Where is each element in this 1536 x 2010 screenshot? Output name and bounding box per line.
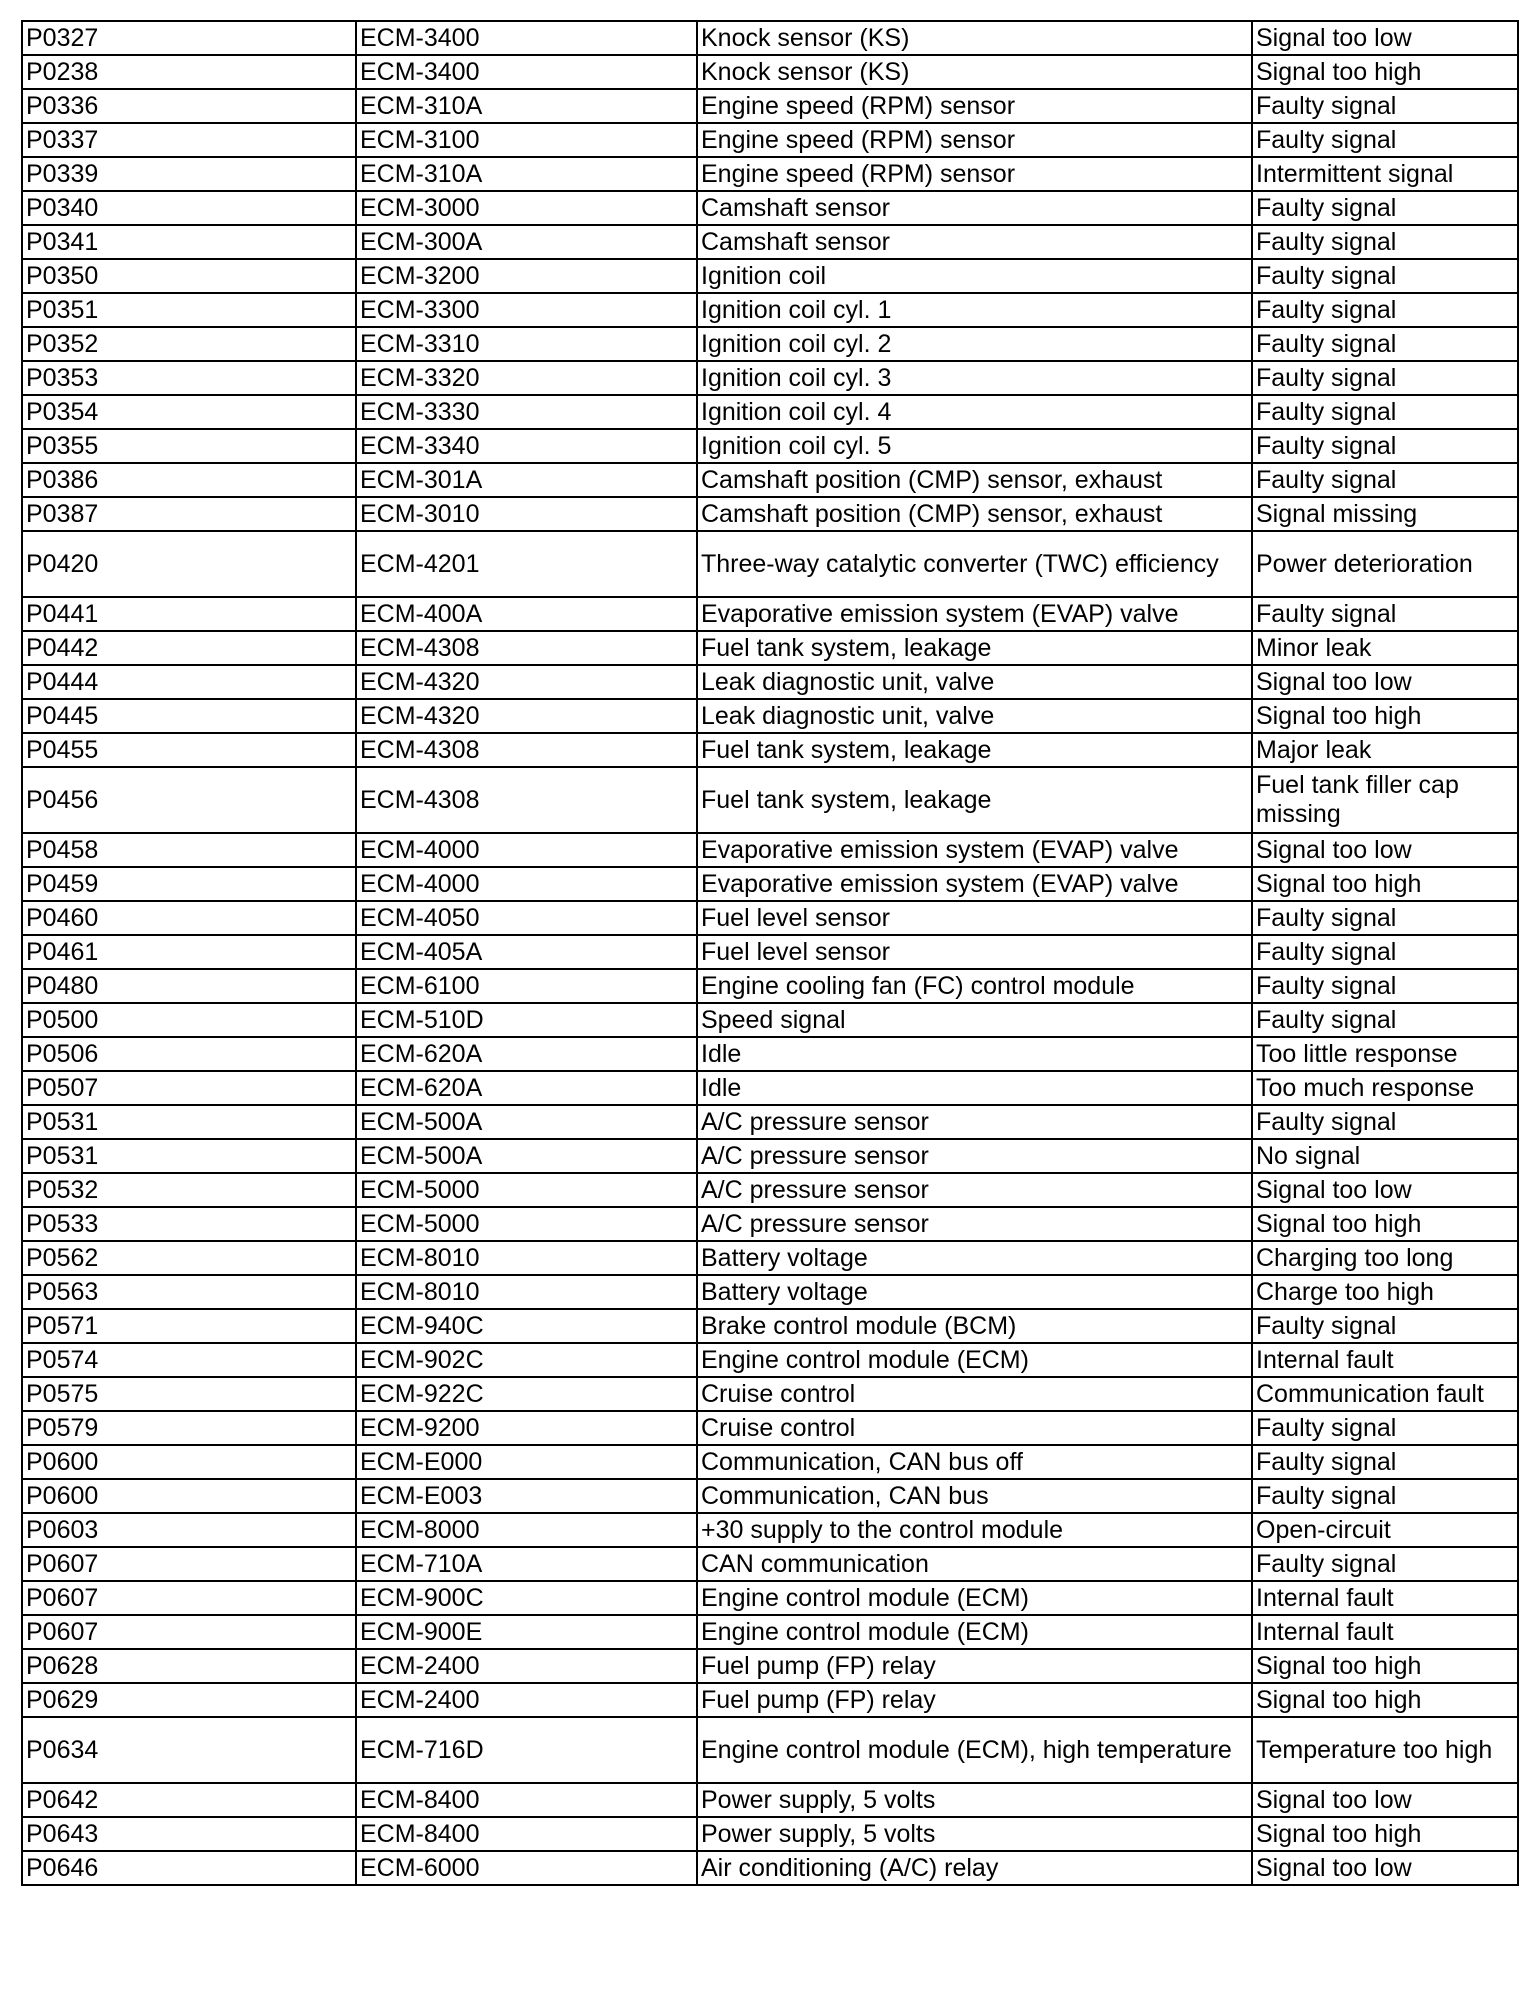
ecm-code-cell: ECM-3400 (356, 21, 697, 55)
ecm-code-cell: ECM-3200 (356, 259, 697, 293)
component-cell: A/C pressure sensor (697, 1173, 1252, 1207)
table-row (22, 1173, 1518, 1207)
ecm-code-cell: ECM-4050 (356, 901, 697, 935)
component-cell: Battery voltage (697, 1275, 1252, 1309)
dtc-code-cell: P0562 (22, 1241, 356, 1275)
fault-description-cell: Signal too high (1252, 55, 1518, 89)
dtc-code-cell: P0643 (22, 1817, 356, 1851)
ecm-code-cell: ECM-4320 (356, 665, 697, 699)
ecm-code-cell: ECM-8010 (356, 1275, 697, 1309)
dtc-code-cell: P0353 (22, 361, 356, 395)
fault-description-cell: Faulty signal (1252, 1003, 1518, 1037)
fault-description-cell: Internal fault (1252, 1615, 1518, 1649)
ecm-code-cell: ECM-3330 (356, 395, 697, 429)
dtc-code-cell: P0574 (22, 1343, 356, 1377)
table-row (22, 1581, 1518, 1615)
component-cell: Fuel tank system, leakage (697, 733, 1252, 767)
fault-description-cell: Internal fault (1252, 1343, 1518, 1377)
dtc-code-cell: P0444 (22, 665, 356, 699)
table-row (22, 225, 1518, 259)
component-cell: Idle (697, 1071, 1252, 1105)
fault-description-cell: Signal too high (1252, 1683, 1518, 1717)
table-row (22, 1241, 1518, 1275)
table-row (22, 361, 1518, 395)
table-row (22, 157, 1518, 191)
fault-description-cell: Faulty signal (1252, 259, 1518, 293)
fault-description-cell: Faulty signal (1252, 597, 1518, 631)
dtc-table-body (22, 21, 1518, 1885)
ecm-code-cell: ECM-620A (356, 1071, 697, 1105)
dtc-code-cell: P0600 (22, 1479, 356, 1513)
dtc-code-cell: P0600 (22, 1445, 356, 1479)
component-cell: Fuel level sensor (697, 935, 1252, 969)
dtc-code-cell: P0533 (22, 1207, 356, 1241)
fault-description-cell: Too little response (1252, 1037, 1518, 1071)
table-row (22, 497, 1518, 531)
dtc-code-cell: P0387 (22, 497, 356, 531)
table-row (22, 55, 1518, 89)
ecm-code-cell: ECM-3310 (356, 327, 697, 361)
table-row (22, 833, 1518, 867)
component-cell: Fuel pump (FP) relay (697, 1683, 1252, 1717)
component-cell: Engine speed (RPM) sensor (697, 89, 1252, 123)
fault-description-cell: Faulty signal (1252, 1309, 1518, 1343)
dtc-code-cell: P0339 (22, 157, 356, 191)
ecm-code-cell: ECM-5000 (356, 1207, 697, 1241)
dtc-code-cell: P0500 (22, 1003, 356, 1037)
component-cell: Ignition coil cyl. 4 (697, 395, 1252, 429)
dtc-code-cell: P0341 (22, 225, 356, 259)
table-row (22, 597, 1518, 631)
ecm-code-cell: ECM-900C (356, 1581, 697, 1615)
table-row (22, 1105, 1518, 1139)
fault-description-cell: Signal too high (1252, 1649, 1518, 1683)
ecm-code-cell: ECM-5000 (356, 1173, 697, 1207)
table-row (22, 665, 1518, 699)
table-row (22, 1445, 1518, 1479)
fault-description-cell: Faulty signal (1252, 1445, 1518, 1479)
component-cell: Cruise control (697, 1411, 1252, 1445)
table-row (22, 1411, 1518, 1445)
ecm-code-cell: ECM-4201 (356, 531, 697, 597)
component-cell: Engine cooling fan (FC) control module (697, 969, 1252, 1003)
component-cell: Fuel pump (FP) relay (697, 1649, 1252, 1683)
fault-description-cell: Temperature too high (1252, 1717, 1518, 1783)
component-cell: Evaporative emission system (EVAP) valve (697, 833, 1252, 867)
ecm-code-cell: ECM-716D (356, 1717, 697, 1783)
fault-description-cell: Signal too high (1252, 867, 1518, 901)
ecm-code-cell: ECM-710A (356, 1547, 697, 1581)
ecm-code-cell: ECM-922C (356, 1377, 697, 1411)
component-cell: +30 supply to the control module (697, 1513, 1252, 1547)
component-cell: A/C pressure sensor (697, 1139, 1252, 1173)
dtc-code-cell: P0531 (22, 1139, 356, 1173)
table-row (22, 733, 1518, 767)
dtc-code-cell: P0460 (22, 901, 356, 935)
table-row (22, 901, 1518, 935)
dtc-code-cell: P0461 (22, 935, 356, 969)
fault-description-cell: Faulty signal (1252, 327, 1518, 361)
component-cell: Fuel level sensor (697, 901, 1252, 935)
ecm-code-cell: ECM-3320 (356, 361, 697, 395)
dtc-code-cell: P0355 (22, 429, 356, 463)
component-cell: Battery voltage (697, 1241, 1252, 1275)
dtc-code-cell: P0629 (22, 1683, 356, 1717)
fault-description-cell: Faulty signal (1252, 395, 1518, 429)
table-row (22, 1717, 1518, 1783)
dtc-code-cell: P0480 (22, 969, 356, 1003)
table-row (22, 1377, 1518, 1411)
dtc-code-cell: P0646 (22, 1851, 356, 1885)
fault-description-cell: Faulty signal (1252, 89, 1518, 123)
ecm-code-cell: ECM-620A (356, 1037, 697, 1071)
fault-description-cell: Signal too low (1252, 1783, 1518, 1817)
table-row (22, 1343, 1518, 1377)
fault-description-cell: Signal too low (1252, 1851, 1518, 1885)
ecm-code-cell: ECM-500A (356, 1139, 697, 1173)
table-row (22, 969, 1518, 1003)
fault-description-cell: Too much response (1252, 1071, 1518, 1105)
ecm-code-cell: ECM-E003 (356, 1479, 697, 1513)
ecm-code-cell: ECM-310A (356, 89, 697, 123)
component-cell: A/C pressure sensor (697, 1207, 1252, 1241)
fault-description-cell: Minor leak (1252, 631, 1518, 665)
ecm-code-cell: ECM-8000 (356, 1513, 697, 1547)
dtc-code-cell: P0642 (22, 1783, 356, 1817)
dtc-code-cell: P0603 (22, 1513, 356, 1547)
component-cell: Evaporative emission system (EVAP) valve (697, 867, 1252, 901)
table-row (22, 1479, 1518, 1513)
ecm-code-cell: ECM-6000 (356, 1851, 697, 1885)
dtc-code-cell: P0456 (22, 767, 356, 833)
fault-description-cell: Internal fault (1252, 1581, 1518, 1615)
component-cell: Ignition coil (697, 259, 1252, 293)
fault-description-cell: Faulty signal (1252, 225, 1518, 259)
component-cell: Engine speed (RPM) sensor (697, 123, 1252, 157)
ecm-code-cell: ECM-3400 (356, 55, 697, 89)
ecm-code-cell: ECM-4308 (356, 631, 697, 665)
dtc-code-cell: P0458 (22, 833, 356, 867)
table-row (22, 327, 1518, 361)
component-cell: Three-way catalytic converter (TWC) efficiency (697, 531, 1252, 597)
dtc-code-cell: P0607 (22, 1581, 356, 1615)
dtc-code-cell: P0571 (22, 1309, 356, 1343)
dtc-code-cell: P0507 (22, 1071, 356, 1105)
ecm-code-cell: ECM-301A (356, 463, 697, 497)
dtc-code-cell: P0340 (22, 191, 356, 225)
dtc-code-cell: P0579 (22, 1411, 356, 1445)
component-cell: Engine control module (ECM) (697, 1581, 1252, 1615)
table-row (22, 21, 1518, 55)
table-row (22, 1615, 1518, 1649)
fault-description-cell: Faulty signal (1252, 429, 1518, 463)
component-cell: Engine control module (ECM) (697, 1615, 1252, 1649)
component-cell: Leak diagnostic unit, valve (697, 665, 1252, 699)
component-cell: Speed signal (697, 1003, 1252, 1037)
fault-description-cell: Faulty signal (1252, 935, 1518, 969)
dtc-code-cell: P0459 (22, 867, 356, 901)
ecm-code-cell: ECM-405A (356, 935, 697, 969)
component-cell: Ignition coil cyl. 1 (697, 293, 1252, 327)
fault-description-cell: No signal (1252, 1139, 1518, 1173)
dtc-code-cell: P0352 (22, 327, 356, 361)
ecm-code-cell: ECM-6100 (356, 969, 697, 1003)
ecm-code-cell: ECM-8010 (356, 1241, 697, 1275)
ecm-code-cell: ECM-310A (356, 157, 697, 191)
fault-description-cell: Faulty signal (1252, 191, 1518, 225)
table-row (22, 1071, 1518, 1105)
ecm-code-cell: ECM-9200 (356, 1411, 697, 1445)
fault-description-cell: Faulty signal (1252, 1411, 1518, 1445)
dtc-code-cell: P0575 (22, 1377, 356, 1411)
ecm-code-cell: ECM-2400 (356, 1683, 697, 1717)
ecm-code-cell: ECM-3010 (356, 497, 697, 531)
ecm-code-cell: ECM-8400 (356, 1817, 697, 1851)
component-cell: Power supply, 5 volts (697, 1783, 1252, 1817)
fault-description-cell: Fuel tank filler cap missing (1252, 767, 1518, 833)
table-row (22, 1003, 1518, 1037)
component-cell: Ignition coil cyl. 5 (697, 429, 1252, 463)
ecm-code-cell: ECM-4000 (356, 867, 697, 901)
fault-description-cell: Charge too high (1252, 1275, 1518, 1309)
ecm-code-cell: ECM-3300 (356, 293, 697, 327)
table-row (22, 1783, 1518, 1817)
table-row (22, 1547, 1518, 1581)
fault-description-cell: Faulty signal (1252, 463, 1518, 497)
component-cell: Ignition coil cyl. 2 (697, 327, 1252, 361)
dtc-code-cell: P0337 (22, 123, 356, 157)
fault-description-cell: Signal too low (1252, 21, 1518, 55)
fault-description-cell: Signal too low (1252, 833, 1518, 867)
ecm-code-cell: ECM-E000 (356, 1445, 697, 1479)
ecm-code-cell: ECM-500A (356, 1105, 697, 1139)
dtc-code-cell: P0607 (22, 1547, 356, 1581)
table-row (22, 1817, 1518, 1851)
table-row (22, 463, 1518, 497)
fault-description-cell: Signal missing (1252, 497, 1518, 531)
component-cell: Knock sensor (KS) (697, 55, 1252, 89)
dtc-code-cell: P0327 (22, 21, 356, 55)
component-cell: A/C pressure sensor (697, 1105, 1252, 1139)
table-row (22, 429, 1518, 463)
table-row (22, 191, 1518, 225)
table-row (22, 699, 1518, 733)
table-row (22, 1037, 1518, 1071)
ecm-code-cell: ECM-3000 (356, 191, 697, 225)
component-cell: Communication, CAN bus (697, 1479, 1252, 1513)
dtc-table (21, 20, 1519, 1886)
dtc-code-cell: P0445 (22, 699, 356, 733)
dtc-code-cell: P0506 (22, 1037, 356, 1071)
component-cell: Air conditioning (A/C) relay (697, 1851, 1252, 1885)
component-cell: Camshaft position (CMP) sensor, exhaust (697, 497, 1252, 531)
component-cell: Camshaft sensor (697, 191, 1252, 225)
table-row (22, 1649, 1518, 1683)
fault-description-cell: Faulty signal (1252, 1547, 1518, 1581)
ecm-code-cell: ECM-3100 (356, 123, 697, 157)
component-cell: Knock sensor (KS) (697, 21, 1252, 55)
fault-description-cell: Faulty signal (1252, 293, 1518, 327)
dtc-code-cell: P0455 (22, 733, 356, 767)
component-cell: Engine speed (RPM) sensor (697, 157, 1252, 191)
dtc-code-cell: P0532 (22, 1173, 356, 1207)
table-row (22, 259, 1518, 293)
table-row (22, 293, 1518, 327)
ecm-code-cell: ECM-8400 (356, 1783, 697, 1817)
table-row (22, 631, 1518, 665)
fault-description-cell: Faulty signal (1252, 901, 1518, 935)
dtc-code-cell: P0386 (22, 463, 356, 497)
dtc-code-cell: P0441 (22, 597, 356, 631)
component-cell: Camshaft position (CMP) sensor, exhaust (697, 463, 1252, 497)
ecm-code-cell: ECM-4320 (356, 699, 697, 733)
dtc-code-cell: P0351 (22, 293, 356, 327)
component-cell: Engine control module (ECM), high temperature (697, 1717, 1252, 1783)
fault-description-cell: Signal too low (1252, 1173, 1518, 1207)
ecm-code-cell: ECM-900E (356, 1615, 697, 1649)
table-row (22, 531, 1518, 597)
table-row (22, 1683, 1518, 1717)
component-cell: Ignition coil cyl. 3 (697, 361, 1252, 395)
table-row (22, 123, 1518, 157)
fault-description-cell: Charging too long (1252, 1241, 1518, 1275)
fault-description-cell: Signal too low (1252, 665, 1518, 699)
ecm-code-cell: ECM-940C (356, 1309, 697, 1343)
ecm-code-cell: ECM-300A (356, 225, 697, 259)
dtc-code-cell: P0531 (22, 1105, 356, 1139)
dtc-code-cell: P0238 (22, 55, 356, 89)
component-cell: Fuel tank system, leakage (697, 767, 1252, 833)
component-cell: Brake control module (BCM) (697, 1309, 1252, 1343)
ecm-code-cell: ECM-400A (356, 597, 697, 631)
fault-description-cell: Major leak (1252, 733, 1518, 767)
table-row (22, 89, 1518, 123)
component-cell: Leak diagnostic unit, valve (697, 699, 1252, 733)
component-cell: CAN communication (697, 1547, 1252, 1581)
fault-description-cell: Communication fault (1252, 1377, 1518, 1411)
table-row (22, 1207, 1518, 1241)
fault-description-cell: Intermittent signal (1252, 157, 1518, 191)
dtc-code-cell: P0563 (22, 1275, 356, 1309)
component-cell: Evaporative emission system (EVAP) valve (697, 597, 1252, 631)
ecm-code-cell: ECM-510D (356, 1003, 697, 1037)
fault-description-cell: Open-circuit (1252, 1513, 1518, 1547)
table-row (22, 935, 1518, 969)
ecm-code-cell: ECM-4308 (356, 767, 697, 833)
component-cell: Camshaft sensor (697, 225, 1252, 259)
ecm-code-cell: ECM-4308 (356, 733, 697, 767)
dtc-code-cell: P0336 (22, 89, 356, 123)
component-cell: Cruise control (697, 1377, 1252, 1411)
fault-description-cell: Power deterioration (1252, 531, 1518, 597)
dtc-code-cell: P0350 (22, 259, 356, 293)
fault-description-cell: Faulty signal (1252, 1105, 1518, 1139)
ecm-code-cell: ECM-3340 (356, 429, 697, 463)
component-cell: Idle (697, 1037, 1252, 1071)
dtc-code-cell: P0628 (22, 1649, 356, 1683)
table-row (22, 395, 1518, 429)
fault-description-cell: Faulty signal (1252, 969, 1518, 1003)
dtc-code-cell: P0607 (22, 1615, 356, 1649)
dtc-code-cell: P0420 (22, 531, 356, 597)
table-row (22, 1513, 1518, 1547)
fault-description-cell: Faulty signal (1252, 361, 1518, 395)
component-cell: Power supply, 5 volts (697, 1817, 1252, 1851)
component-cell: Communication, CAN bus off (697, 1445, 1252, 1479)
fault-description-cell: Signal too high (1252, 1817, 1518, 1851)
fault-description-cell: Signal too high (1252, 699, 1518, 733)
table-row (22, 867, 1518, 901)
component-cell: Engine control module (ECM) (697, 1343, 1252, 1377)
dtc-code-cell: P0442 (22, 631, 356, 665)
table-row (22, 1851, 1518, 1885)
table-row (22, 1309, 1518, 1343)
ecm-code-cell: ECM-902C (356, 1343, 697, 1377)
table-row (22, 1275, 1518, 1309)
fault-description-cell: Signal too high (1252, 1207, 1518, 1241)
dtc-code-cell: P0634 (22, 1717, 356, 1783)
table-row (22, 767, 1518, 833)
table-row (22, 1139, 1518, 1173)
fault-description-cell: Faulty signal (1252, 123, 1518, 157)
ecm-code-cell: ECM-4000 (356, 833, 697, 867)
fault-description-cell: Faulty signal (1252, 1479, 1518, 1513)
dtc-code-cell: P0354 (22, 395, 356, 429)
component-cell: Fuel tank system, leakage (697, 631, 1252, 665)
ecm-code-cell: ECM-2400 (356, 1649, 697, 1683)
